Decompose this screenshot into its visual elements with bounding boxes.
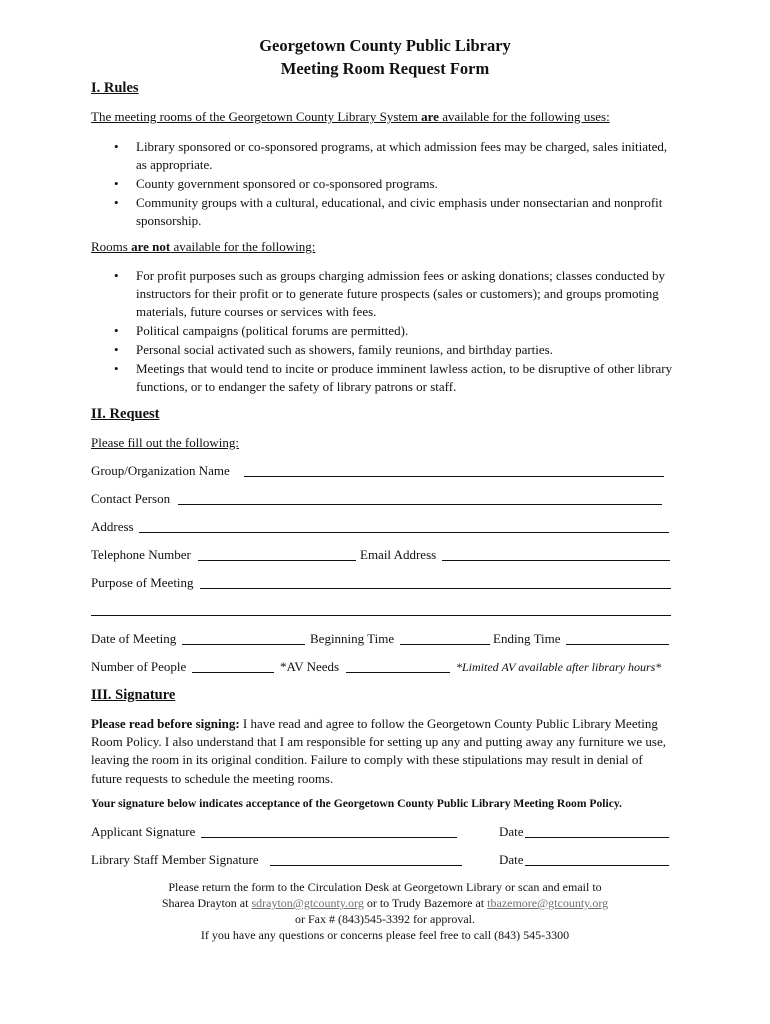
- rules-intro-post: available for the following uses:: [438, 109, 610, 124]
- list-item: • Community groups with a cultural, educational, and civic emphasis under nonsectarian and nonprofit sponsorship.: [136, 194, 681, 230]
- staff-signature-field[interactable]: [270, 865, 462, 866]
- staff-date-label: Date: [499, 852, 524, 867]
- list-item: • Library sponsored or co-sponsored programs, at which admission fees may be charged, sales initiated, as appropriate.: [136, 138, 681, 174]
- policy-agreement-paragraph: [91, 715, 676, 788]
- policy-read-text: I have read and agree to follow the Georgetown County Public Library Meeting Room Policy. I also understand that I am responsible for setting up any and putting away any furniture we use, leaving the room in its original condition. Failure to comply with these stipulations may result in denial of future requests to schedule the meeting rooms.: [91, 716, 667, 786]
- date-of-meeting-field[interactable]: [182, 644, 305, 645]
- contact-mid: or to Trudy Bazemore at: [363, 896, 488, 910]
- staff-signature-label: Library Staff Member Signature: [91, 852, 259, 867]
- request-heading: II. Request: [91, 406, 160, 422]
- list-item: • Meetings that would tend to incite or produce imminent lawless action, to be disruptive of other library functions, or to endanger the safety of library patrons or staff.: [136, 360, 681, 396]
- rules-intro: [91, 109, 610, 125]
- policy-read-bold: Please read before signing:: [91, 716, 240, 731]
- request-instruction: Please fill out the following:: [91, 435, 240, 450]
- email-link-drayton[interactable]: sdrayton@gtcounty.org: [251, 896, 364, 910]
- list-item: • For profit purposes such as groups charging admission fees or asking donations; classes conducted by instructors for their profit or to generate future prospects (sales or customers); and groups promoting materials, future courses or services with fees.: [136, 267, 681, 321]
- rooms-not-available-intro: [91, 239, 315, 255]
- applicant-signature-field[interactable]: [201, 837, 457, 838]
- return-instructions: Please return the form to the Circulation Desk at Georgetown Library or scan and email to: [168, 880, 602, 894]
- rules-heading: I. Rules: [91, 80, 139, 96]
- not-available-list: [136, 267, 681, 397]
- phone-line: If you have any questions or concerns please feel free to call (843) 545-3300: [200, 928, 570, 942]
- acceptance-statement: Your signature below indicates acceptance of the Georgetown County Public Library Meeting Room Policy.: [91, 797, 622, 810]
- ending-time-label: Ending Time: [493, 631, 561, 646]
- contact-person-label: Contact Person: [91, 491, 171, 506]
- available-uses-list: [136, 138, 681, 231]
- list-item: • Political campaigns (political forums are permitted).: [136, 322, 681, 340]
- number-of-people-field[interactable]: [192, 672, 274, 673]
- applicant-date-field[interactable]: [525, 837, 669, 838]
- not-intro-post: available for the following:: [170, 239, 316, 254]
- ending-time-field[interactable]: [566, 644, 669, 645]
- contact-person-field[interactable]: [178, 504, 662, 505]
- not-intro-pre: Rooms: [91, 239, 132, 254]
- not-intro-bold: are not: [131, 239, 171, 254]
- beginning-time-label: Beginning Time: [310, 631, 395, 646]
- applicant-signature-label: Applicant Signature: [91, 824, 196, 839]
- av-note: *Limited AV available after library hours*: [456, 660, 662, 674]
- address-label: Address: [91, 519, 134, 534]
- telephone-label: Telephone Number: [91, 547, 191, 562]
- group-name-label: Group/Organization Name: [91, 463, 230, 478]
- beginning-time-field[interactable]: [400, 644, 490, 645]
- email-field[interactable]: [442, 560, 670, 561]
- rules-intro-pre: The meeting rooms of the Georgetown County Library System: [91, 109, 422, 124]
- date-of-meeting-label: Date of Meeting: [91, 631, 177, 646]
- form-title: Georgetown County Public Library: [259, 36, 511, 55]
- email-link-bazemore[interactable]: tbazemore@gtcounty.org: [487, 896, 609, 910]
- address-field[interactable]: [139, 532, 669, 533]
- av-needs-field[interactable]: [346, 672, 450, 673]
- fax-line: or Fax # (843)545-3392 for approval.: [295, 912, 475, 926]
- telephone-field[interactable]: [198, 560, 356, 561]
- rules-intro-bold: are: [421, 109, 439, 124]
- list-item: • County government sponsored or co-sponsored programs.: [136, 175, 681, 193]
- contact-emails: [0, 895, 770, 911]
- applicant-date-label: Date: [499, 824, 524, 839]
- av-needs-label: *AV Needs: [280, 659, 340, 674]
- list-item: • Personal social activated such as showers, family reunions, and birthday parties.: [136, 341, 681, 359]
- email-label: Email Address: [360, 547, 437, 562]
- signature-heading: III. Signature: [91, 687, 176, 703]
- number-of-people-label: Number of People: [91, 659, 187, 674]
- form-subtitle: Meeting Room Request Form: [280, 59, 490, 78]
- purpose-field-continued[interactable]: [91, 615, 671, 616]
- contact-pre: Sharea Drayton at: [161, 896, 252, 910]
- purpose-field[interactable]: [200, 588, 671, 589]
- purpose-label: Purpose of Meeting: [91, 575, 194, 590]
- staff-date-field[interactable]: [525, 865, 669, 866]
- group-name-field[interactable]: [244, 476, 664, 477]
